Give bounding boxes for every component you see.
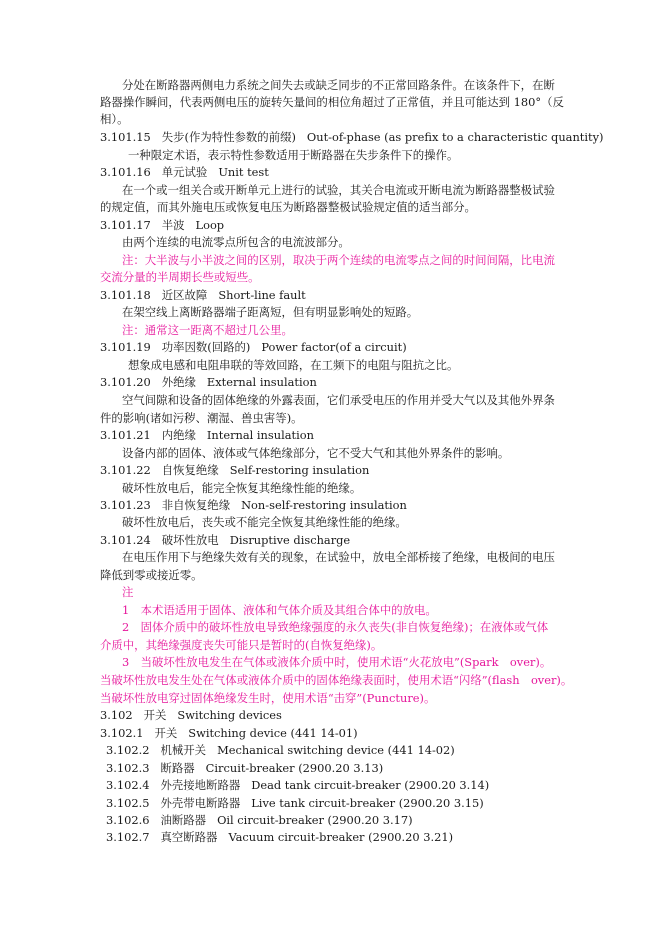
term-heading — [100, 497, 662, 514]
term-title-zh: 外绝缘 — [161, 375, 196, 389]
term-title-en: Oil circuit-breaker (2900.20 3.17) — [217, 813, 413, 827]
clause-number: 3.102.2 — [106, 743, 150, 757]
clause-number: 3.102.6 — [106, 813, 150, 827]
term-heading — [106, 829, 662, 846]
term-heading — [100, 707, 662, 724]
term-title-en: Non-self-restoring insulation — [241, 498, 407, 512]
term-title-en: Unit test — [218, 165, 269, 179]
term-heading — [106, 777, 662, 794]
term-title-zh: 半波 — [161, 218, 185, 232]
term-title-zh: 非自恢复绝缘 — [161, 498, 231, 512]
note-line: 3 当破坏性放电发生在气体或液体介质中时，使用术语“火花放电”(Spark over)。 — [122, 655, 552, 669]
term-heading — [106, 742, 662, 759]
term-title-zh: 自恢复绝缘 — [161, 463, 219, 477]
term-title-en: Short-line fault — [218, 288, 306, 302]
body-line: 在电压作用下与绝缘失效有关的现象，在试验中，放电全部桥接了绝缘，电极间的电压 — [122, 550, 555, 564]
clause-number: 3.101.24 — [100, 533, 151, 547]
clause-number: 3.101.21 — [100, 428, 151, 442]
term-title-en: Power factor(of a circuit) — [261, 340, 407, 354]
clause-number: 3.102.5 — [106, 796, 150, 810]
clause-number: 3.101.15 — [100, 130, 151, 144]
term-heading — [100, 532, 662, 549]
term-heading — [100, 287, 662, 304]
term-title-zh: 近区故障 — [161, 288, 208, 302]
clause-number: 3.101.18 — [100, 288, 151, 302]
term-title-en: Switching device (441 14-01) — [188, 726, 358, 740]
term-title-en: Mechanical switching device (441 14-02) — [217, 743, 455, 757]
clause-number: 3.102.4 — [106, 778, 150, 792]
body-line: 相）。 — [100, 112, 129, 126]
body-line: 想象成电感和电阻串联的等效回路，在工频下的电阻与阻抗之比。 — [128, 358, 459, 372]
clause-number: 3.101.16 — [100, 165, 151, 179]
note-line: 2 固体介质中的破坏性放电导致绝缘强度的永久丧失(非自恢复绝缘)；在液体或气体 — [122, 620, 549, 634]
note-line: 介质中，其绝缘强度丧失可能只是暂时的(自恢复绝缘)。 — [100, 638, 383, 652]
clause-number: 3.102.1 — [100, 726, 144, 740]
clause-number: 3.102.7 — [106, 830, 150, 844]
term-title-zh: 外壳带电断路器 — [160, 796, 241, 810]
term-title-zh: 断路器 — [160, 761, 195, 775]
term-heading — [100, 374, 662, 391]
term-title-en: Switching devices — [177, 708, 282, 722]
clause-number: 3.102.3 — [106, 761, 150, 775]
term-title-en: Circuit-breaker (2900.20 3.13) — [205, 761, 384, 775]
term-title-zh: 油断路器 — [160, 813, 207, 827]
term-title-en: Live tank circuit-breaker (2900.20 3.15) — [251, 796, 484, 810]
term-title-zh: 失步(作为特性参数的前缀) — [161, 130, 296, 144]
body-line: 路器操作瞬间，代表两侧电压的旋转矢量间的相位角超过了正常值，并且可能达到 180°（反 — [100, 95, 564, 109]
term-title-en: Loop — [195, 218, 225, 232]
term-title-en: Out-of-phase (as prefix to a characteristic quantity) — [306, 130, 604, 144]
term-title-zh: 功率因数(回路的) — [161, 340, 251, 354]
term-title-en: Internal insulation — [206, 428, 314, 442]
term-title-zh: 真空断路器 — [160, 830, 218, 844]
note-line: 交流分量的半周期长些或短些。 — [100, 270, 260, 284]
body-line: 破坏性放电后，丧失或不能完全恢复其绝缘性能的绝缘。 — [122, 515, 407, 529]
term-title-en: Disruptive discharge — [229, 533, 351, 547]
term-title-zh: 开关 — [143, 708, 167, 722]
term-title-en: External insulation — [206, 375, 317, 389]
body-line: 一种限定术语，表示特性参数适用于断路器在失步条件下的操作。 — [128, 148, 459, 162]
term-heading — [106, 812, 662, 829]
term-title-zh: 开关 — [154, 726, 178, 740]
body-line: 在架空线上离断路器端子距离短，但有明显影响处的短路。 — [122, 305, 419, 319]
body-line: 设备内部的固体、液体或气体绝缘部分，它不受大气和其他外界条件的影响。 — [122, 446, 510, 460]
term-heading — [100, 725, 662, 742]
body-line: 的规定值，而其外施电压或恢复电压为断路器整极试验规定值的适当部分。 — [100, 200, 476, 214]
term-heading — [100, 164, 662, 181]
body-line: 件的影响(诸如污秽、潮湿、兽虫害等)。 — [100, 411, 303, 425]
clause-number: 3.101.23 — [100, 498, 151, 512]
note-line: 当破坏性放电发生处在气体或液体介质中的固体绝缘表面时，使用术语“闪络”(flash over)。 — [100, 673, 573, 687]
clause-number: 3.101.22 — [100, 463, 151, 477]
term-heading — [100, 427, 662, 444]
term-title-en: Self-restoring insulation — [229, 463, 370, 477]
clause-number: 3.101.19 — [100, 340, 151, 354]
body-line: 降低到零或接近零。 — [100, 568, 203, 582]
body-line: 分处在断路器两侧电力系统之间失去或缺乏同步的不正常回路条件。在该条件下，在断 — [122, 78, 555, 92]
term-title-en: Dead tank circuit-breaker (2900.20 3.14) — [251, 778, 490, 792]
term-title-zh: 内绝缘 — [161, 428, 196, 442]
term-heading — [106, 760, 662, 777]
term-heading — [106, 795, 662, 812]
clause-number: 3.102 — [100, 708, 133, 722]
term-title-zh: 破坏性放电 — [161, 533, 219, 547]
note-line: 当破坏性放电穿过固体绝缘发生时，使用术语“击穿”(Puncture)。 — [100, 691, 436, 705]
body-line: 由两个连续的电流零点所包含的电流波部分。 — [122, 235, 350, 249]
note-line: 注：大半波与小半波之间的区别，取决于两个连续的电流零点之间的时间间隔，比电流 — [122, 253, 555, 267]
term-title-zh: 机械开关 — [160, 743, 207, 757]
body-line: 空气间隙和设备的固体绝缘的外露表面，它们承受电压的作用并受大气以及其他外界条 — [122, 393, 555, 407]
term-heading — [100, 462, 662, 479]
body-line: 在一个或一组关合或开断单元上进行的试验，其关合电流或开断电流为断路器整极试验 — [122, 183, 555, 197]
body-line: 破坏性放电后，能完全恢复其绝缘性能的绝缘。 — [122, 481, 362, 495]
term-title-zh: 外壳接地断路器 — [160, 778, 241, 792]
note-line: 注：通常这一距离不超过几公里。 — [122, 323, 293, 337]
term-title-en: Vacuum circuit-breaker (2900.20 3.21) — [228, 830, 454, 844]
term-heading — [100, 339, 662, 356]
clause-number: 3.101.17 — [100, 218, 151, 232]
note-line: 1 本术语适用于固体、液体和气体介质及其组合体中的放电。 — [122, 603, 437, 617]
note-line: 注 — [122, 585, 134, 599]
clause-number: 3.101.20 — [100, 375, 151, 389]
term-title-zh: 单元试验 — [161, 165, 208, 179]
term-heading — [100, 129, 662, 146]
term-heading — [100, 217, 662, 234]
